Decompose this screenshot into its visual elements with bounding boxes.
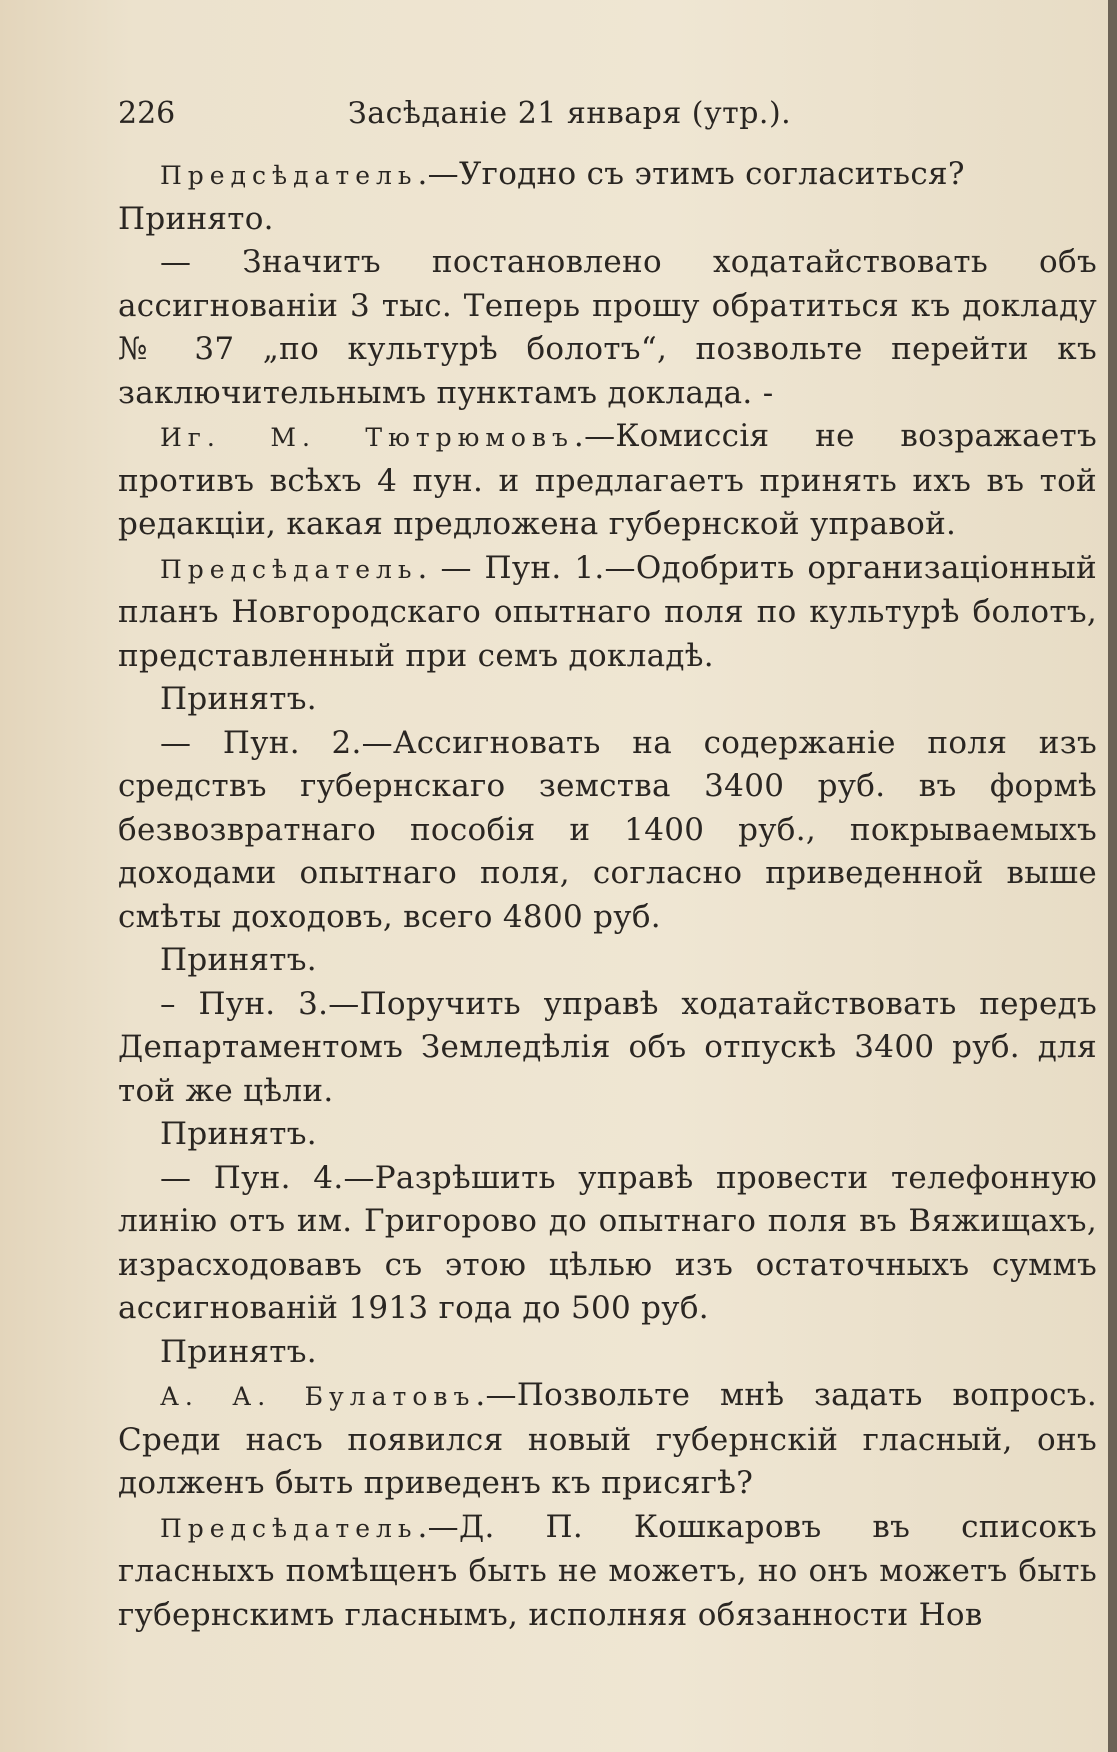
paragraph-text: .—Д. П. Кошкаровъ въ списокъ гласныхъ помѣщенъ быть не можетъ, но онъ можетъ быть губернскимъ гласнымъ, исполняя обязанности Нов: [118, 1508, 1097, 1633]
paragraph: [118, 153, 1097, 198]
paragraph-text: – Пун. 3.—Поручить управѣ ходатайствовать передъ Департаментомъ Земледѣлія объ отпускѣ 3400 руб. для той же цѣли.: [118, 985, 1097, 1109]
paragraph: [118, 1331, 1097, 1375]
paragraph-text: .—Угодно съ этимъ согласиться?: [417, 156, 965, 192]
running-title: Засѣданіе 21 января (утр.).: [348, 96, 792, 131]
paragraph-text: Принято.: [118, 200, 274, 237]
paragraph-text: Принятъ.: [160, 1116, 317, 1152]
speaker-name: Предсѣдатель: [160, 161, 418, 190]
speaker-name: Предсѣдатель: [160, 1513, 418, 1543]
paragraph-text: Принятъ.: [160, 1333, 317, 1370]
paragraph: [118, 1374, 1097, 1506]
paragraph: [118, 1506, 1097, 1638]
paragraph: [118, 983, 1097, 1114]
paragraph: [118, 1157, 1097, 1331]
paragraph: [118, 547, 1097, 679]
paragraph: [118, 1113, 1097, 1157]
paragraph: [118, 198, 1097, 242]
paragraph-text: . — Пун. 1.—Одобрить организаціонный планъ Новгородскаго опытнаго поля по культурѣ болотъ, представленный при семъ докладѣ.: [118, 549, 1097, 674]
paragraph-text: — Пун. 4.—Разрѣшить управѣ провести телефонную линію отъ им. Григорово до опытнаго поля въ Вяжищахъ, израсходовавъ съ этою цѣлью изъ остаточныхъ суммъ ассигнованій 1913 года до 500 руб.: [118, 1159, 1097, 1326]
paragraph-text: .—Комиссія не возражаетъ противъ всѣхъ 4 пун. и предлагаетъ принять ихъ въ той редакціи, какая предложена губернской управой.: [118, 418, 1097, 542]
paragraph-text: Принятъ.: [160, 681, 317, 717]
paragraph-text: .—Позвольте мнѣ задать вопросъ. Среди насъ появился новый губернскій гласный, онъ долженъ быть приведенъ къ присягѣ?: [118, 1377, 1097, 1501]
page-header: [118, 96, 1097, 131]
paragraph: [118, 939, 1097, 983]
paragraph: [118, 241, 1097, 415]
paragraph: [118, 415, 1097, 547]
body-text: [118, 153, 1097, 1637]
page-number: 226: [118, 96, 176, 131]
paragraph: [118, 722, 1097, 940]
speaker-name: Иг. М. Тютрюмовъ: [160, 423, 574, 452]
paragraph: [118, 678, 1097, 722]
paragraph-text: Принятъ.: [160, 942, 317, 978]
speaker-name: Предсѣдатель: [160, 554, 418, 584]
page-edge: [1108, 0, 1117, 1752]
speaker-name: А. А. Булатовъ: [160, 1382, 476, 1411]
paragraph-text: — Пун. 2.—Ассигновать на содержаніе поля изъ средствъ губернскаго земства 3400 руб. въ формѣ безвозвратнаго пособія и 1400 руб., покрываемыхъ доходами опытнаго поля, согласно приведенной выше смѣты доходовъ, всего 4800 руб.: [118, 724, 1097, 935]
paragraph-text: — Значитъ постановлено ходатайствовать объ ассигнованіи 3 тыс. Теперь прошу обратиться къ докладу № 37 „по культурѣ болотъ“, позвольте перейти къ заключительнымъ пунктамъ доклада. -: [118, 244, 1097, 411]
